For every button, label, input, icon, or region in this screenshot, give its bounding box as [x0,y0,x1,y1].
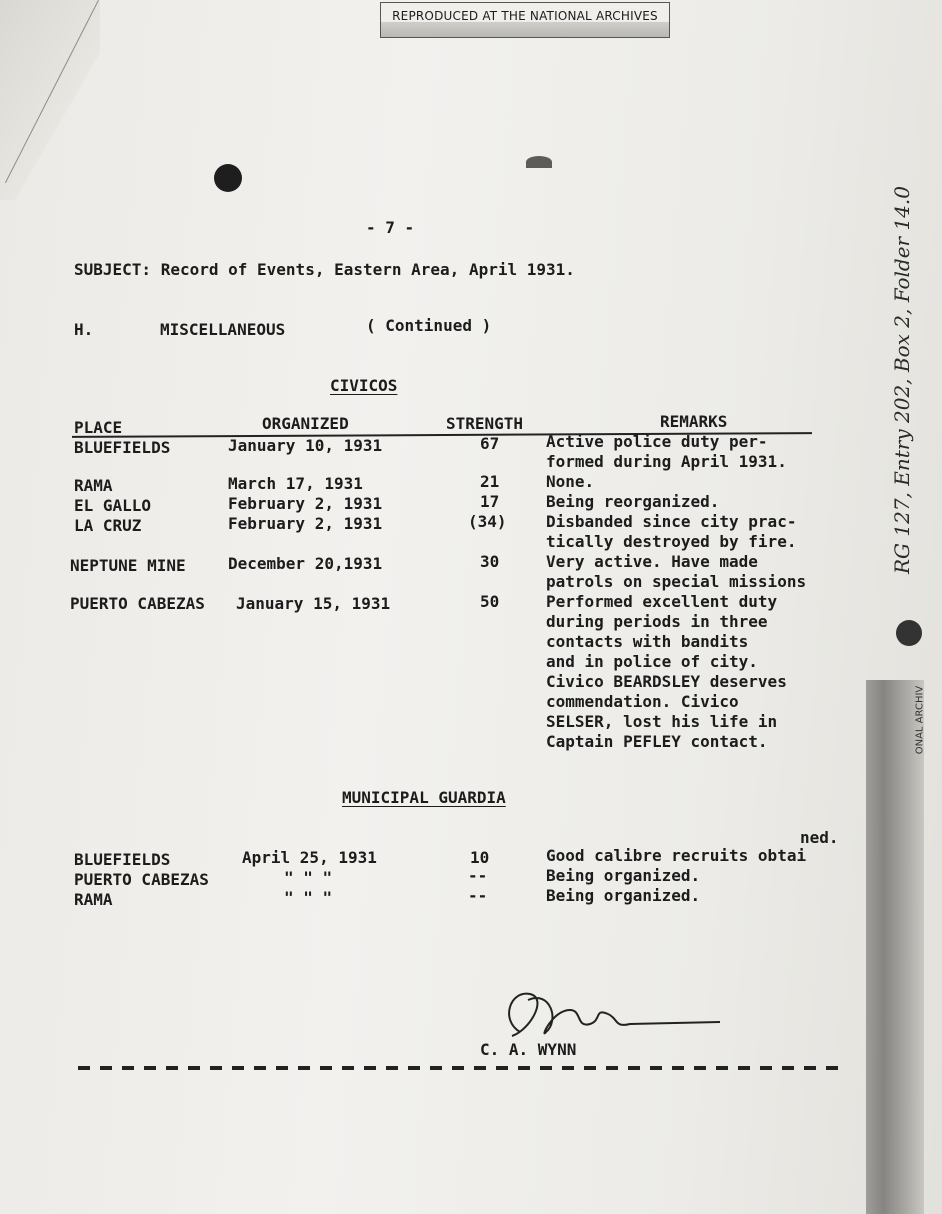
guardia-row-remarks: Being organized. [546,886,701,905]
archives-stamp [380,2,670,38]
civicos-row-strength: 50 [480,592,500,611]
civicos-row-organized: February 2, 1931 [228,514,383,533]
subject-line: SUBJECT: Record of Events, Eastern Area, April 1931. [74,260,575,279]
civicos-row-remarks-line: Captain PEFLEY contact. [546,732,768,751]
civicos-row-remarks-line: Disbanded since city prac- [546,512,797,531]
civicos-row-remarks-line: None. [546,472,595,491]
civicos-row-place: EL GALLO [74,496,152,515]
civicos-row-place: LA CRUZ [74,516,142,535]
civicos-row-place: BLUEFIELDS [74,438,171,457]
margin-note-text: RG 127, Entry 202, Box 2, Folder 14.0 [890,185,914,575]
civicos-row-remarks-line: tically destroyed by fire. [546,532,797,551]
civicos-row-remarks-line: Civico BEARDSLEY deserves [546,672,787,691]
civicos-row-strength: (34) [468,512,507,531]
civicos-row-remarks-line: during periods in three [546,612,768,631]
guardia-row-place: RAMA [74,890,113,909]
civicos-row-strength: 67 [480,434,500,453]
col-header-strength: STRENGTH [446,414,524,433]
civicos-heading: CIVICOS [330,376,398,395]
guardia-row-organized: April 25, 1931 [242,848,377,867]
civicos-row-remarks-line: Active police duty per- [546,432,768,451]
civicos-row-remarks-line: SELSER, lost his life in [546,712,778,731]
civicos-row-organized: February 2, 1931 [228,494,383,513]
guardia-row-strength: 10 [470,848,490,867]
col-header-organized: ORGANIZED [262,414,349,433]
punch-hole-left [214,164,242,192]
section-title: MISCELLANEOUS [160,320,286,339]
archives-stamp-text: REPRODUCED AT THE NATIONAL ARCHIVES [392,9,658,23]
punch-hole-center [526,156,552,168]
civicos-row-organized: January 15, 1931 [236,594,391,613]
civicos-row-place: PUERTO CABEZAS [70,594,205,613]
guardia-note: ned. [800,828,839,847]
civicos-row-remarks-line: and in police of city. [546,652,758,671]
civicos-row-remarks-line: contacts with bandits [546,632,749,651]
guardia-row-remarks: Good calibre recruits obtai [546,846,807,865]
civicos-row-remarks-line: Being reorganized. [546,492,720,511]
section-letter: H. [74,320,94,339]
civicos-row-strength: 30 [480,552,500,571]
guardia-row-strength: -- [468,886,488,905]
col-header-place: PLACE [74,418,123,437]
section-continued: ( Continued ) [366,316,492,335]
civicos-row-place: NEPTUNE MINE [70,556,186,575]
civicos-row-organized: December 20,1931 [228,554,383,573]
guardia-heading: MUNICIPAL GUARDIA [342,788,506,807]
guardia-row-place: BLUEFIELDS [74,850,171,869]
edge-stamp [912,660,942,780]
civicos-row-remarks-line: patrols on special missions [546,572,807,591]
civicos-row-remarks-line: commendation. Civico [546,692,739,711]
civicos-row-remarks-line: Performed excellent duty [546,592,778,611]
civicos-row-place: RAMA [74,476,113,495]
signature-name: C. A. WYNN [480,1040,577,1059]
dashed-separator [78,1066,844,1070]
guardia-row-remarks: Being organized. [546,866,701,885]
civicos-row-remarks-line: formed during April 1931. [546,452,787,471]
civicos-row-strength: 21 [480,472,500,491]
col-header-remarks: REMARKS [660,412,728,431]
margin-handwritten-note [872,120,932,640]
guardia-row-strength: -- [468,866,488,885]
civicos-row-strength: 17 [480,492,500,511]
guardia-row-organized: " " " [284,868,333,887]
civicos-row-remarks-line: Very active. Have made [546,552,758,571]
guardia-row-place: PUERTO CABEZAS [74,870,209,889]
page-curl [0,0,100,200]
civicos-row-organized: January 10, 1931 [228,436,383,455]
guardia-row-organized: " " " [284,888,333,907]
page-number: - 7 - [366,218,415,237]
civicos-row-organized: March 17, 1931 [228,474,363,493]
edge-stamp-text: ONAL ARCHIV [914,685,926,755]
